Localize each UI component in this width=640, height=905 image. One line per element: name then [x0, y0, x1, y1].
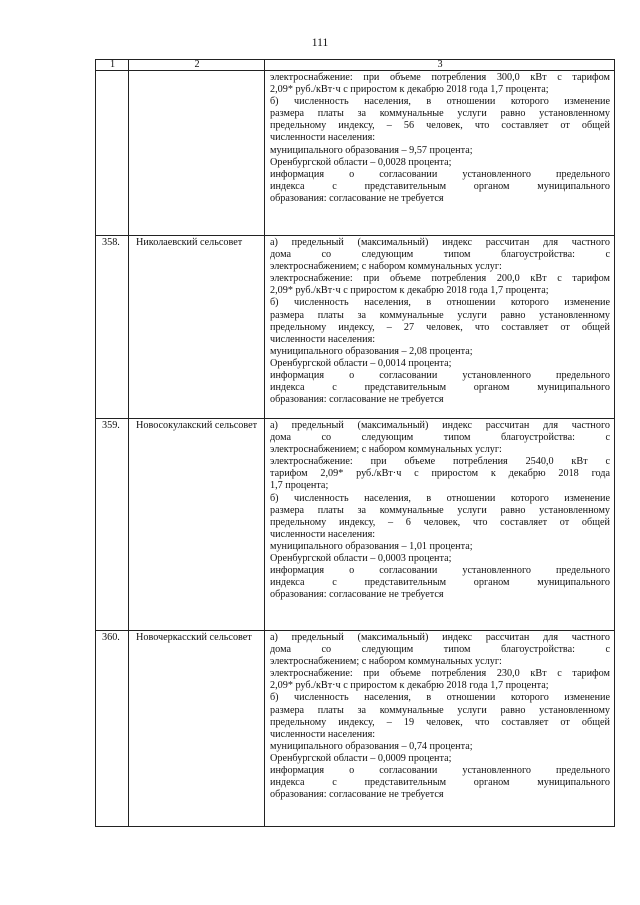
- content-line: 2,09* руб./кВт·ч с приростом к декабрю 2018 года 1,7 процента;: [270, 680, 549, 692]
- content-line: тарифом 2,09* руб./кВт·ч с приростом к декабрю 2018 года: [270, 468, 610, 480]
- table-header-row: [96, 60, 615, 71]
- content-line: а) предельный (максимальный) индекс рассчитан для частного: [270, 632, 610, 643]
- table-row-continued: [96, 71, 615, 236]
- content-line: электроснабжением; с набором коммунальных услуг:: [270, 444, 502, 456]
- content-line: Оренбургской области – 0,0014 процента;: [270, 357, 452, 369]
- content-line: Оренбургской области – 0,0003 процента;: [270, 553, 452, 565]
- row-content: [265, 419, 615, 631]
- content-line: электроснабжение: при объеме потребления 200,0 кВт с тарифом: [270, 273, 610, 285]
- content-line: образования: согласование не требуется: [270, 192, 444, 204]
- content-line: предельному индексу, – 19 человек, что составляет от общей: [270, 716, 610, 728]
- column-header-2: 2: [129, 60, 265, 71]
- table-row-360: [96, 631, 615, 827]
- column-header-1: 1: [96, 60, 129, 71]
- content-line: электроснабжение: при объеме потребления 2540,0 кВт с: [270, 456, 610, 468]
- column-header-3: 3: [265, 60, 615, 71]
- content-line: электроснабжение: при объеме потребления 230,0 кВт с тарифом: [270, 668, 610, 680]
- content-line: дома со следующим типом благоустройства: с: [270, 432, 610, 444]
- content-line: индекса с представительным органом муниципального: [270, 777, 610, 789]
- row-content: [265, 631, 615, 827]
- content-line: дома со следующим типом благоустройства: с: [270, 249, 610, 261]
- content-line: б) численность населения, в отношении которого изменение: [270, 692, 610, 704]
- content-line: индекса с представительным органом муниципального: [270, 577, 610, 589]
- content-line: информация о согласовании установленного предельного: [270, 370, 610, 382]
- content-line: численности населения:: [270, 333, 376, 345]
- content-line: электроснабжением; с набором коммунальных услуг:: [270, 261, 502, 273]
- content-line: муниципального образования – 1,01 процента;: [270, 540, 473, 552]
- content-line: размера платы за коммунальные услуги равно установленному: [270, 504, 610, 516]
- content-line: размера платы за коммунальные услуги равно установленному: [270, 108, 610, 120]
- municipality-name: [129, 71, 265, 236]
- content-line: 1,7 процента;: [270, 480, 329, 492]
- content-line: б) численность населения, в отношении которого изменение: [270, 96, 610, 108]
- row-number: 359.: [96, 419, 129, 631]
- content-line: размера платы за коммунальные услуги равно установленному: [270, 704, 610, 716]
- content-line: муниципального образования – 0,74 процента;: [270, 740, 473, 752]
- content-line: а) предельный (максимальный) индекс рассчитан для частного: [270, 420, 610, 431]
- page-number: 111: [311, 37, 329, 49]
- content-line: б) численность населения, в отношении которого изменение: [270, 297, 610, 309]
- content-line: предельному индексу, – 27 человек, что составляет от общей: [270, 321, 610, 333]
- content-line: муниципального образования – 2,08 процента;: [270, 345, 473, 357]
- content-line: Оренбургской области – 0,0028 процента;: [270, 156, 452, 168]
- municipality-name: Новосокулакский сельсовет: [129, 419, 265, 631]
- row-number: [96, 71, 129, 236]
- content-line: образования: согласование не требуется: [270, 394, 444, 406]
- tariff-index-table: [95, 59, 615, 827]
- content-line: численности населения:: [270, 728, 376, 740]
- content-line: Оренбургской области – 0,0009 процента;: [270, 752, 452, 764]
- content-line: численности населения:: [270, 132, 376, 144]
- content-line: образования: согласование не требуется: [270, 789, 444, 801]
- table-row-359: [96, 419, 615, 631]
- content-line: размера платы за коммунальные услуги равно установленному: [270, 309, 610, 321]
- content-line: муниципального образования – 9,57 процента;: [270, 144, 473, 156]
- content-line: информация о согласовании установленного предельного: [270, 765, 610, 777]
- content-line: информация о согласовании установленного предельного: [270, 565, 610, 577]
- content-line: электроснабжением; с набором коммунальных услуг:: [270, 656, 502, 668]
- content-line: индекса с представительным органом муниципального: [270, 180, 610, 192]
- row-number: 358.: [96, 236, 129, 419]
- content-line: предельному индексу, – 56 человек, что составляет от общей: [270, 120, 610, 132]
- content-line: предельному индексу, – 6 человек, что составляет от общей: [270, 516, 610, 528]
- content-line: образования: согласование не требуется: [270, 589, 444, 601]
- row-content: [265, 236, 615, 419]
- municipality-name: Николаевский сельсовет: [129, 236, 265, 419]
- content-line: численности населения:: [270, 528, 376, 540]
- table-row-358: [96, 236, 615, 419]
- content-line: электроснабжение: при объеме потребления 300,0 кВт с тарифом: [270, 72, 610, 83]
- content-line: 2,09* руб./кВт·ч с приростом к декабрю 2018 года 1,7 процента;: [270, 84, 549, 96]
- row-number: 360.: [96, 631, 129, 827]
- content-line: б) численность населения, в отношении которого изменение: [270, 492, 610, 504]
- row-content: [265, 71, 615, 236]
- municipality-name: Новочеркасский сельсовет: [129, 631, 265, 827]
- content-line: 2,09* руб./кВт·ч с приростом к декабрю 2018 года 1,7 процента;: [270, 285, 549, 297]
- content-line: а) предельный (максимальный) индекс рассчитан для частного: [270, 237, 610, 248]
- content-line: индекса с представительным органом муниципального: [270, 382, 610, 394]
- content-line: информация о согласовании установленного предельного: [270, 168, 610, 180]
- content-line: дома со следующим типом благоустройства: с: [270, 644, 610, 656]
